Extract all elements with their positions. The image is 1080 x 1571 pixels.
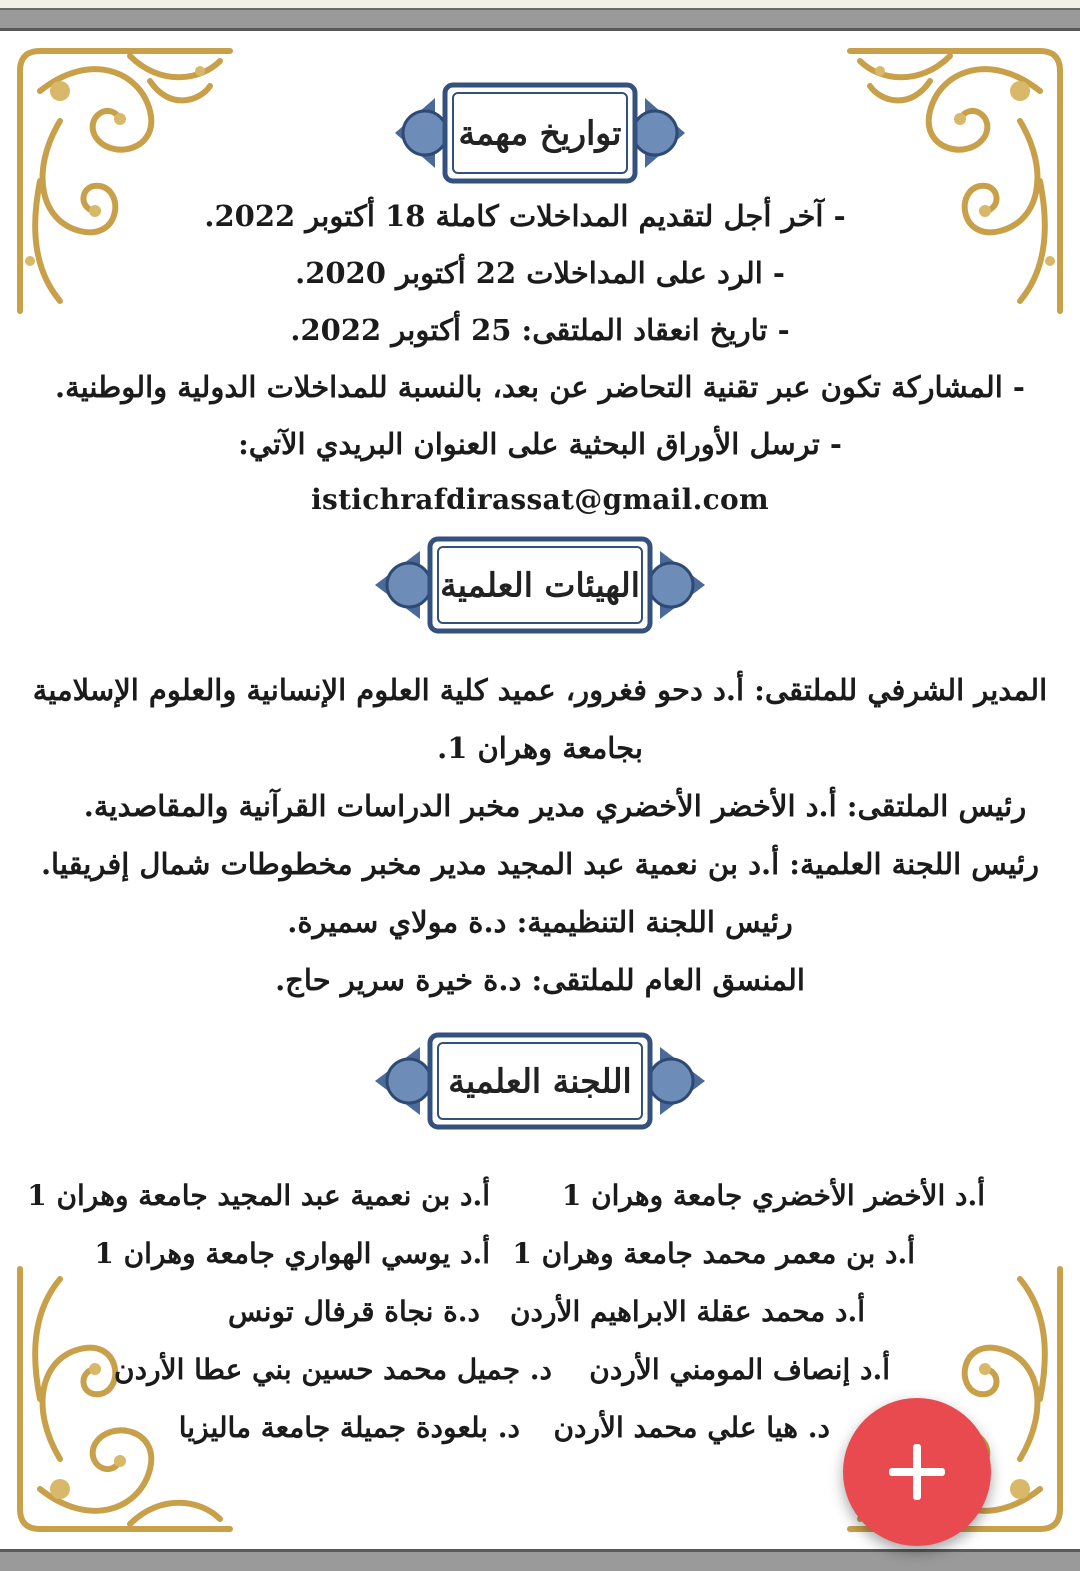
date-line-2: - الرد على المداخلات 22 أكتوبر 2020. (295, 256, 785, 290)
document-page (0, 28, 1080, 1552)
committee-right-1: أ.د الأخضر الأخضري جامعة وهران 1 (561, 1179, 985, 1212)
heading-frame-committee (375, 1025, 705, 1137)
committee-right-2: أ.د بن معمر محمد جامعة وهران 1 (512, 1237, 915, 1270)
committee-left-4: د. جميل محمد حسين بني عطا الأردن (114, 1353, 552, 1386)
heading-frame-dates (395, 73, 685, 193)
committee-left-2: أ.د يوسي الهواري جامعة وهران 1 (94, 1237, 490, 1270)
heading-scientific-bodies: الهيئات العلمية (440, 565, 640, 605)
bodies-line-coordinator: المنسق العام للملتقى: د.ة خيرة سرير حاج. (275, 963, 805, 997)
heading-important-dates: تواريخ مهمة (458, 113, 622, 153)
date-line-4: - المشاركة تكون عبر تقنية التحاضر عن بعد، بالنسبة للمداخلات الدولية والوطنية. (55, 370, 1025, 404)
date-line-1: - آخر أجل لتقديم المداخلات كاملة 18 أكتوبر 2022. (204, 199, 846, 233)
bodies-line-chairman: رئيس الملتقى: أ.د الأخضر الأخضري مدير مخبر الدراسات القرآنية والمقاصدية. (83, 789, 1027, 823)
bodies-line-honorary-director: المدير الشرفي للملتقى: أ.د دحو فغرور، عميد كلية العلوم الإنسانية والعلوم الإسلامية (32, 673, 1048, 707)
committee-left-5: د. بلعودة جميلة جامعة ماليزيا (178, 1411, 520, 1444)
committee-right-5: د. هيا علي محمد الأردن (553, 1411, 830, 1444)
plus-icon (885, 1440, 949, 1504)
heading-scientific-committee: اللجنة العلمية (448, 1061, 632, 1101)
committee-right-3: أ.د محمد عقلة الابراهيم الأردن (509, 1295, 865, 1328)
add-button[interactable] (843, 1398, 991, 1546)
bodies-line-organizing-chair: رئيس اللجنة التنظيمية: د.ة مولاي سميرة. (287, 905, 793, 939)
committee-left-1: أ.د بن نعمية عبد المجيد جامعة وهران 1 (27, 1179, 490, 1212)
date-line-5: - ترسل الأوراق البحثية على العنوان البريدي الآتي: (238, 427, 842, 461)
committee-right-4: أ.د إنصاف المومني الأردن (589, 1353, 890, 1386)
previous-page-strip (0, 0, 1080, 10)
corner-ornament-bottom-left (0, 1249, 250, 1549)
date-line-3: - تاريخ انعقاد الملتقى: 25 أكتوبر 2022. (290, 313, 790, 347)
contact-email[interactable]: istichrafdirassat@gmail.com (311, 483, 769, 516)
committee-left-3: د.ة نجاة قرفال تونس (227, 1295, 480, 1328)
heading-frame-bodies (375, 529, 705, 641)
bodies-line-university: بجامعة وهران 1. (437, 731, 643, 765)
bodies-line-scientific-chair: رئيس اللجنة العلمية: أ.د بن نعمية عبد المجيد مدير مخبر مخطوطات شمال إفريقيا. (40, 847, 1040, 881)
